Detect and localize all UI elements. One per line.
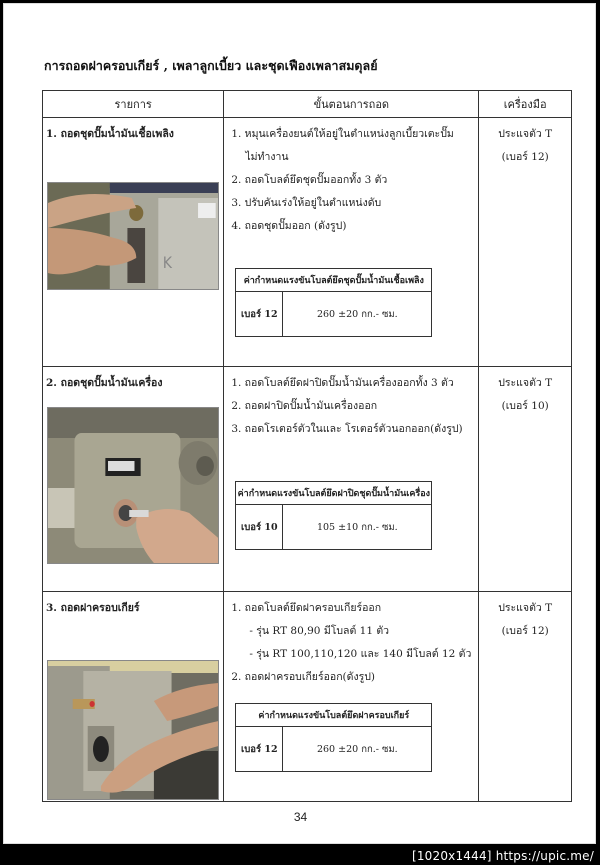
sub-step: - รุ่น RT 100,110,120 และ 140 มีโบลต์ 12 ตัว: [249, 648, 472, 660]
item-cell: [43, 367, 224, 592]
torque-spec-table: [235, 703, 432, 772]
wrench-size: เบอร์ 10: [236, 505, 283, 550]
svg-text:K: K: [162, 253, 172, 273]
step: 1. หมุนเครื่องยนต์ให้อยู่ในตำแหน่งลูกเบี้ยวเตะปั๊ม: [231, 128, 454, 140]
removing-oil-pump-rotor-photo: [47, 407, 219, 564]
tool-name: ประแจตัว T: [498, 128, 553, 140]
tool-cell: [479, 367, 572, 592]
tool-cell: [479, 118, 572, 367]
wrench-size: เบอร์ 12: [236, 727, 283, 772]
step: 3. ปรับคันเร่งให้อยู่ในตำแหน่งดับ: [231, 197, 382, 209]
steps-cell: [224, 367, 479, 592]
tool-size: (เบอร์ 10): [501, 400, 549, 412]
table-header-row: [43, 91, 572, 118]
step: 4. ถอดชุดปั๊มออก (ดังรูป): [231, 220, 347, 232]
torque-spec-header: ค่ากำหนดแรงขันโบลต์ยึดชุดปั๊มน้ำมันเชื้อเพลิง: [236, 269, 432, 292]
step: 2. ถอดฝาครอบเกียร์ออก(ดังรูป): [231, 671, 376, 683]
image-host-watermark: [1020x1444] https://upic.me/: [411, 849, 594, 863]
torque-spec-table: [235, 481, 432, 550]
step: 1. ถอดโบลต์ยึดฝาครอบเกียร์ออก: [231, 602, 382, 614]
table-row: [43, 367, 572, 592]
column-header-item: รายการ: [43, 91, 224, 118]
item-cell: [43, 118, 224, 367]
wrench-size: เบอร์ 12: [236, 292, 283, 337]
tool-size: (เบอร์ 12): [501, 151, 549, 163]
item-title: 3. ถอดฝาครอบเกียร์: [46, 602, 140, 614]
step: 1. ถอดโบลต์ยึดฝาปิดปั๊มน้ำมันเครื่องออกทั้ง 3 ตัว: [231, 377, 454, 389]
torque-spec-header: ค่ากำหนดแรงขันโบลต์ยึดฝาครอบเกียร์: [236, 704, 432, 727]
page-number: 34: [293, 810, 308, 824]
torque-value: 260 ±20 กก.- ซม.: [283, 292, 432, 337]
tool-size: (เบอร์ 12): [501, 625, 549, 637]
sub-step: - รุ่น RT 80,90 มีโบลต์ 11 ตัว: [249, 625, 390, 637]
torque-spec-table: [235, 268, 432, 337]
disassembly-table: [42, 90, 572, 802]
tool-cell: [479, 592, 572, 802]
table-row: [43, 118, 572, 367]
torque-value: 105 ±10 กก.- ซม.: [283, 505, 432, 550]
steps-cell: [224, 592, 479, 802]
removing-gear-cover-photo: [47, 660, 219, 800]
table-row: [43, 592, 572, 802]
steps-cell: [224, 118, 479, 367]
column-header-tools: เครื่องมือ: [479, 91, 572, 118]
step: 2. ถอดโบลต์ยึดชุดปั๊มออกทั้ง 3 ตัว: [231, 174, 388, 186]
step-continuation: ไม่ทำงาน: [245, 151, 289, 163]
item-title: 1. ถอดชุดปั๊มน้ำมันเชื้อเพลิง: [46, 128, 174, 140]
document-page: [3, 3, 596, 844]
torque-spec-header: ค่ากำหนดแรงขันโบลต์ยึดฝาปิดชุดปั๊มน้ำมันเครื่อง: [236, 482, 432, 505]
item-title: 2. ถอดชุดปั๊มน้ำมันเครื่อง: [46, 377, 163, 389]
tool-name: ประแจตัว T: [498, 377, 553, 389]
step: 2. ถอดฝาปิดปั๊มน้ำมันเครื่องออก: [231, 400, 378, 412]
step: 3. ถอดโรเตอร์ตัวในและ โรเตอร์ตัวนอกออก(ดังรูป): [231, 423, 463, 435]
page-title: การถอดฝาครอบเกียร์ , เพลาลูกเบี้ยว และชุดเฟืองเพลาสมดุลย์: [44, 58, 378, 73]
torque-value: 260 ±20 กก.- ซม.: [283, 727, 432, 772]
item-cell: [43, 592, 224, 802]
column-header-steps: ขั้นตอนการถอด: [224, 91, 479, 118]
tool-name: ประแจตัว T: [498, 602, 553, 614]
hand-removing-fuel-pump-photo: [47, 182, 219, 290]
